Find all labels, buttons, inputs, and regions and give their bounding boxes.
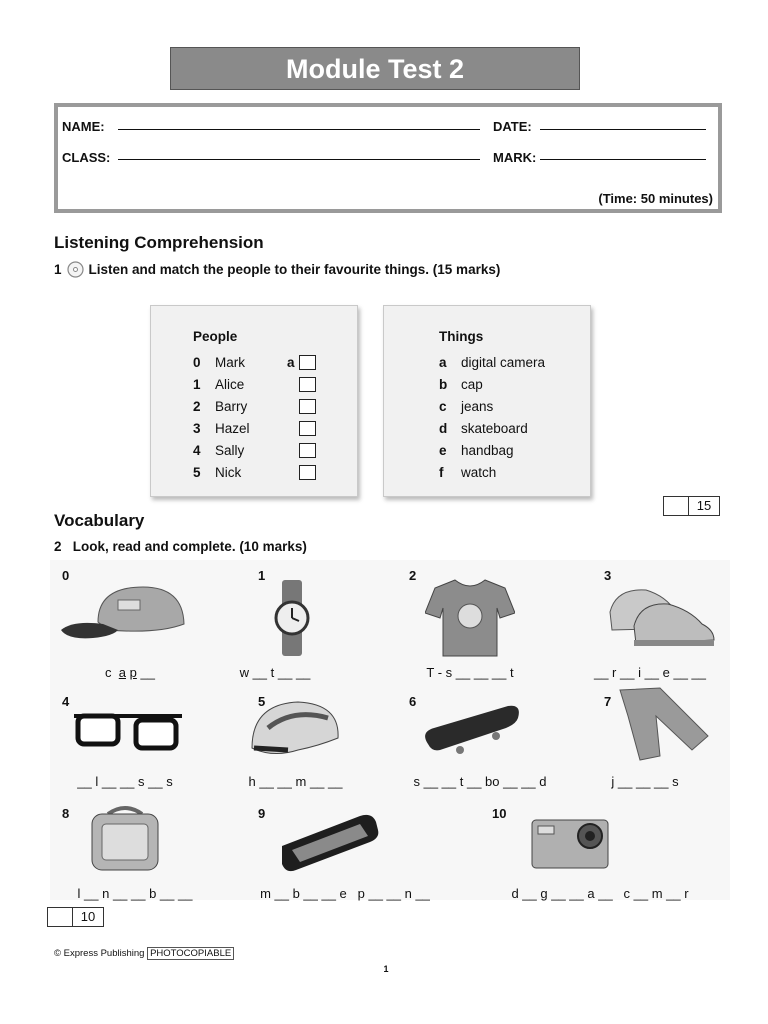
helmet-icon [248,698,342,760]
question-number: 2 [54,539,62,554]
item-number: 2 [409,568,417,583]
thing-item: cap [461,376,483,392]
instruction-text: Listen and match the people to their favourite things. (15 marks) [88,262,501,277]
word-puzzle[interactable]: s __ __ t __ bo __ __ d [413,774,547,789]
vocabulary-heading: Vocabulary [54,511,145,530]
person-number: 2 [193,398,201,414]
thing-item: jeans [461,398,494,414]
thing-letter: f [439,464,444,480]
name-label: NAME: [62,119,105,134]
person-name: Hazel [215,420,250,436]
vocabulary-score-box [47,907,104,927]
lunchbox-icon [88,802,162,874]
item-number: 9 [258,806,266,821]
date-field[interactable] [540,129,706,130]
things-row [439,417,589,439]
copyright-text: © Express Publishing [54,948,145,959]
answer-box[interactable] [299,377,316,392]
listening-score-box [663,496,720,516]
people-header: People [193,329,238,344]
item-number: 6 [409,694,417,709]
thing-item: skateboard [461,420,528,436]
thing-letter: a [439,354,447,370]
listening-total: 15 [696,498,712,513]
person-name: Sally [215,442,245,458]
person-number: 1 [193,376,201,392]
people-row [193,395,333,417]
thing-letter: b [439,376,448,392]
answer-example: c a p __ [105,665,155,680]
answer-letter: a [287,354,295,370]
skateboard-icon [420,702,522,758]
vocabulary-instruction [54,539,307,554]
thing-item: watch [461,464,497,480]
class-field[interactable] [118,159,480,160]
answer-box[interactable] [299,355,316,370]
things-list [439,329,589,483]
score-blank[interactable] [48,908,73,926]
item-number: 4 [62,694,70,709]
mark-label: MARK: [493,150,537,165]
things-header: Things [439,329,484,344]
score-blank[interactable] [664,497,689,515]
item-number: 7 [604,694,612,709]
jeans-icon [616,686,710,762]
people-row [193,417,333,439]
cap-icon [58,582,188,646]
mobile-phone-icon [280,812,380,874]
person-number: 3 [193,420,201,436]
word-puzzle[interactable]: j __ __ __ s [611,774,679,789]
date-label: DATE: [493,119,532,134]
class-label: CLASS: [62,150,111,165]
photocopiable-label: PHOTOCOPIABLE [147,947,234,960]
person-name: Barry [215,398,248,414]
t-shirt-icon [425,578,515,658]
answer-box[interactable] [299,421,316,436]
listening-heading: Listening Comprehension [54,233,264,252]
word-puzzle[interactable]: __ l __ __ s __ s [77,774,173,789]
things-row [439,461,589,483]
people-row [193,351,333,373]
word-puzzle[interactable]: __ r __ i __ e __ __ [593,665,707,680]
word-puzzle[interactable]: h __ __ m __ __ [248,774,343,789]
thing-letter: e [439,442,447,458]
question-number: 1 [54,262,62,277]
student-info-box [54,103,722,213]
watch-icon [270,580,314,656]
thing-letter: c [439,398,447,414]
instruction-text: Look, read and complete. (10 marks) [72,539,307,554]
name-field[interactable] [118,129,480,130]
things-row [439,351,589,373]
item-number: 0 [62,568,70,583]
person-name: Alice [215,376,245,392]
answer-box[interactable] [299,399,316,414]
word-puzzle[interactable]: l __ n __ __ b __ __ [77,886,193,901]
page-number: 1 [383,964,389,974]
people-row [193,439,333,461]
person-number: 4 [193,442,201,458]
person-name: Nick [215,464,242,480]
glasses-icon [72,710,184,754]
people-row [193,373,333,395]
mark-field[interactable] [540,159,706,160]
vocabulary-total: 10 [80,909,96,924]
item-number: 5 [258,694,266,709]
trainers-icon [606,582,718,652]
item-number: 1 [258,568,266,583]
word-puzzle[interactable]: d __ g __ __ a __ c __ m __ r [511,886,689,901]
answer-box[interactable] [299,443,316,458]
answer-box[interactable] [299,465,316,480]
person-number: 5 [193,464,201,480]
word-puzzle[interactable]: m __ b __ __ e p __ __ n __ [260,886,430,901]
item-number: 10 [492,806,507,821]
thing-item: digital camera [461,354,546,370]
things-row [439,395,589,417]
thing-item: handbag [461,442,514,458]
people-list [193,329,333,483]
thing-letter: d [439,420,448,436]
person-number: 0 [193,354,201,370]
item-number: 3 [604,568,612,583]
word-puzzle[interactable]: T - s __ __ __ t [426,665,514,680]
time-allowed: (Time: 50 minutes) [598,191,713,206]
things-row [439,373,589,395]
cd-icon [67,261,84,278]
item-number: 8 [62,806,70,821]
footer-copyright [54,948,234,959]
people-row [193,461,333,483]
word-puzzle[interactable]: w __ t __ __ [239,665,311,680]
page-title: Module Test 2 [170,47,580,90]
listening-instruction [54,261,500,278]
person-name: Mark [215,354,245,370]
digital-camera-icon [530,816,610,870]
things-row [439,439,589,461]
